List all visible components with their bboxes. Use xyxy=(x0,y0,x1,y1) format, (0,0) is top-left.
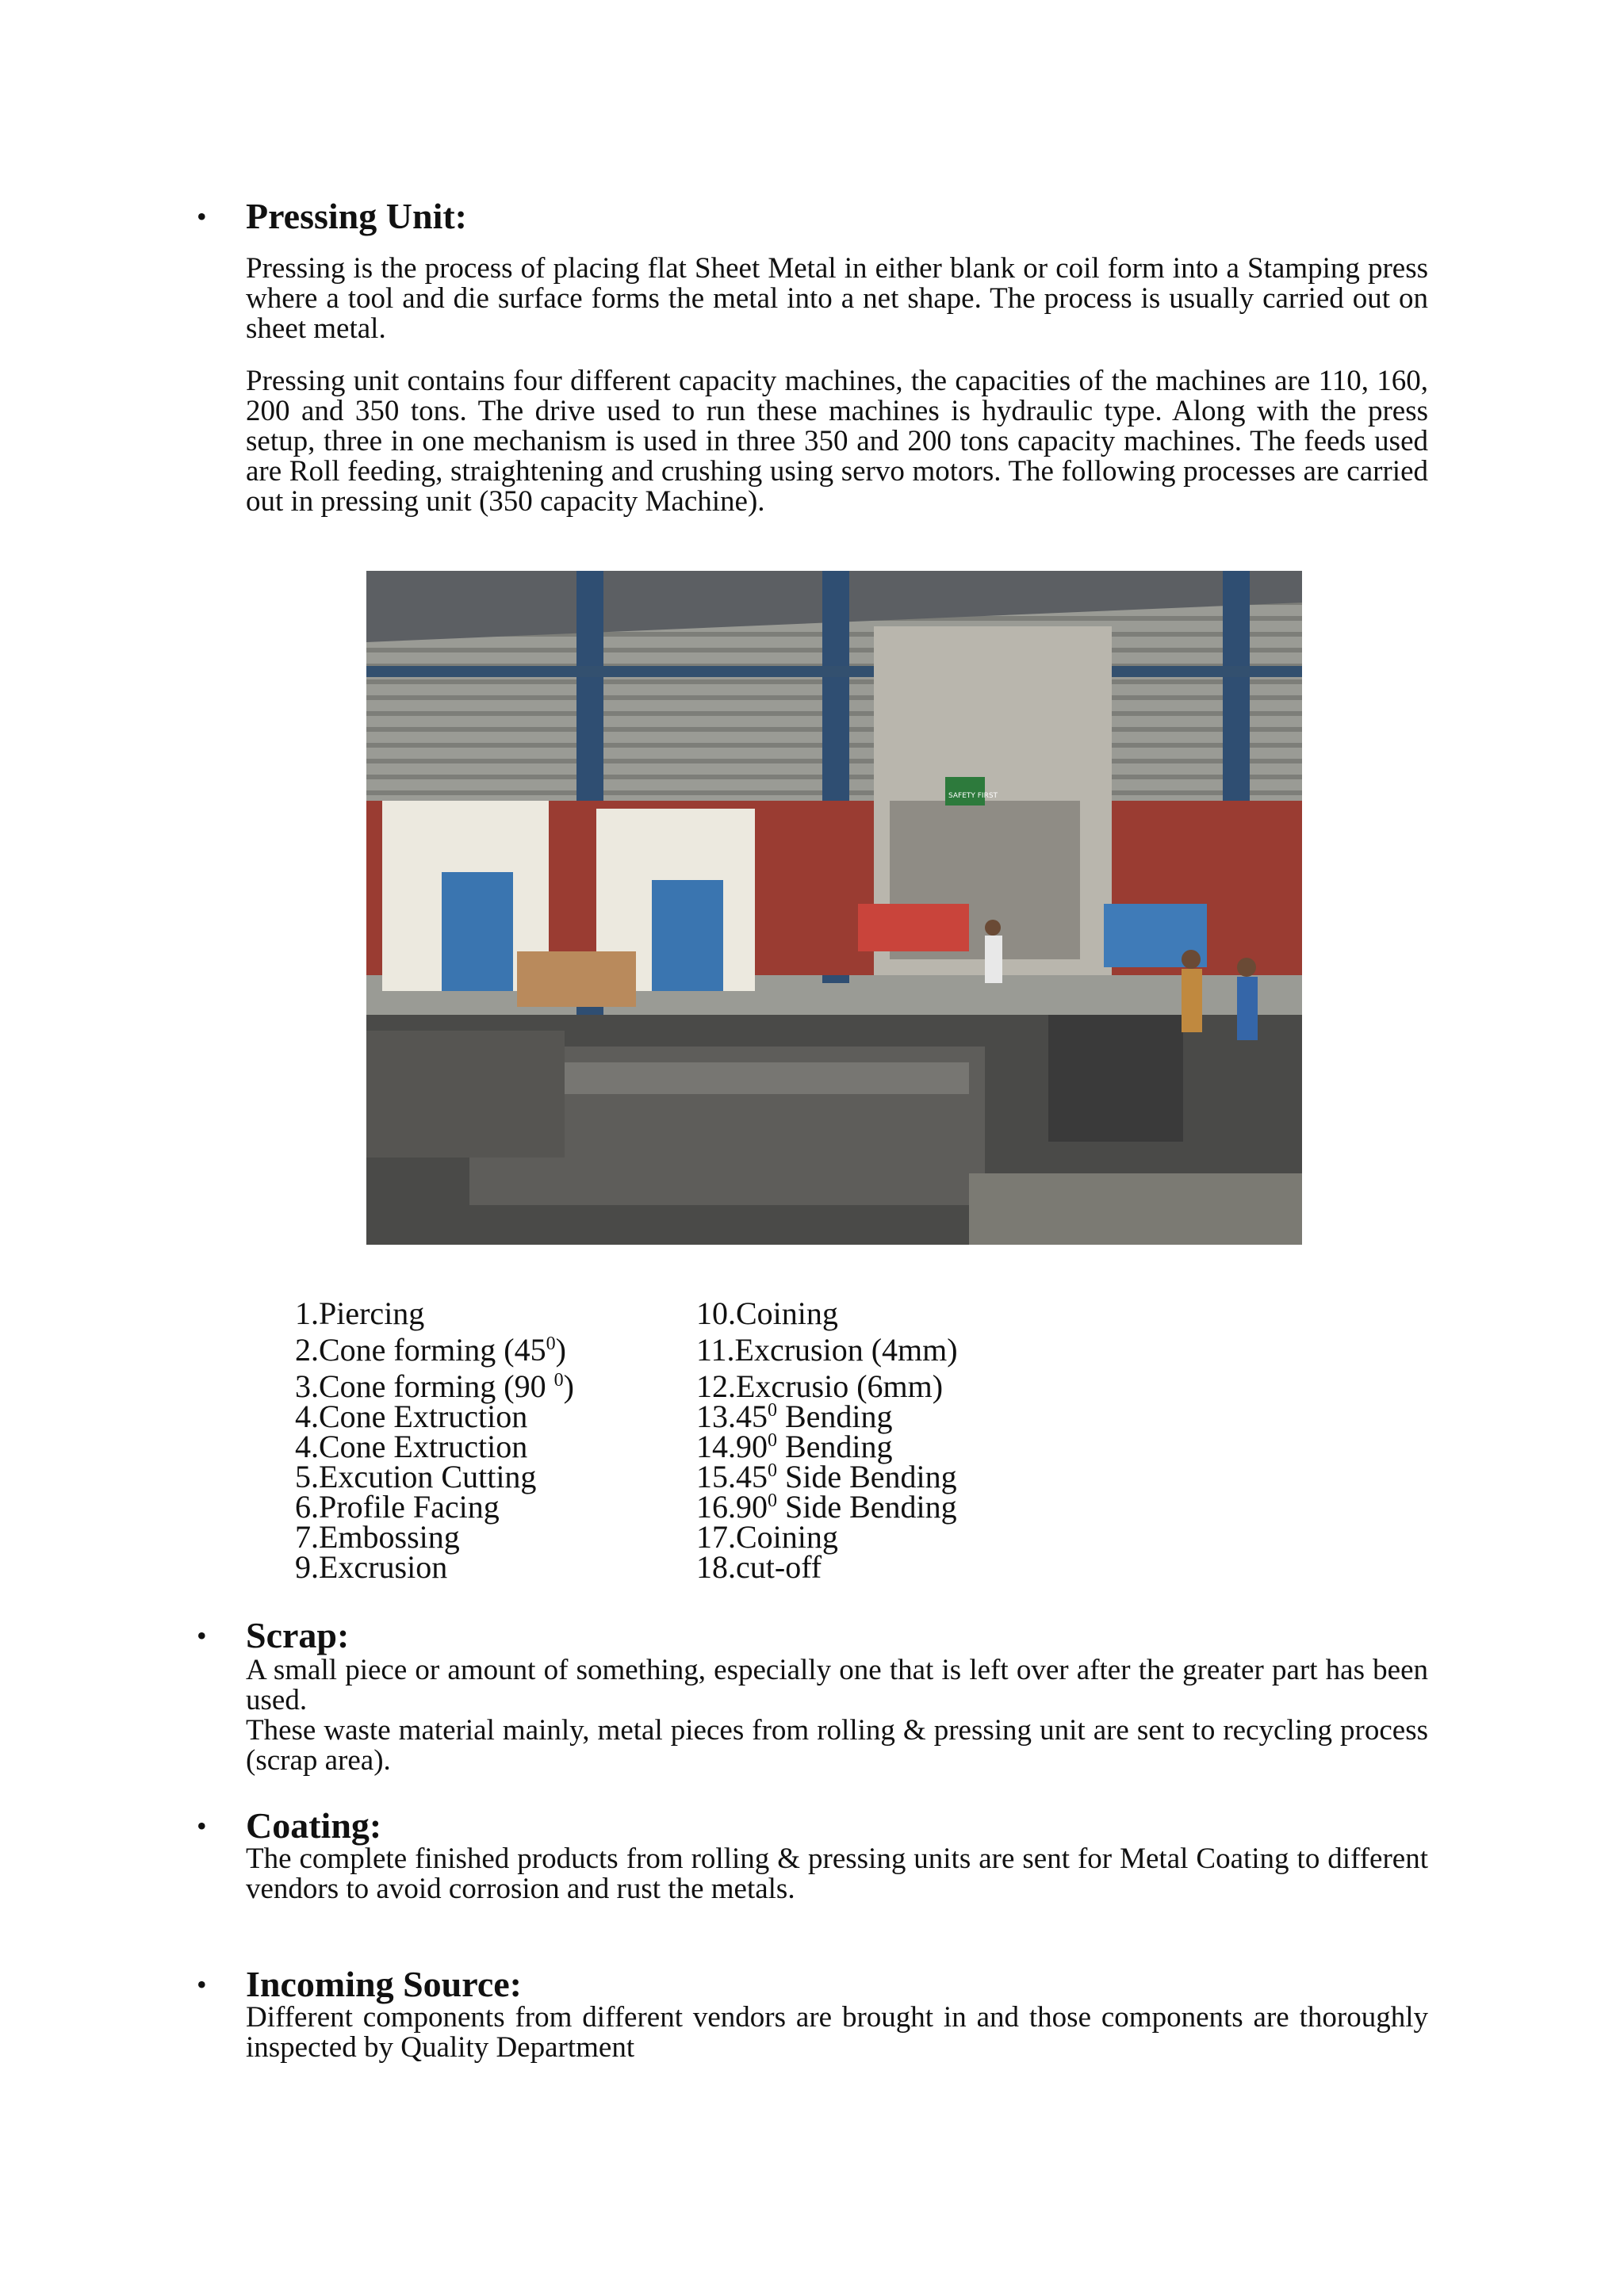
process-item: 12.Excrusio (6mm) xyxy=(696,1368,944,1404)
process-list-left xyxy=(295,1295,574,1585)
process-item: 9.Excrusion xyxy=(295,1549,448,1585)
pressing-machines-photo xyxy=(366,571,1302,1245)
scrap-paragraph-1: A small piece or amount of something, especially one that is left over after the greater part has been used. xyxy=(246,1654,1428,1716)
process-item: 1.Piercing xyxy=(295,1295,425,1331)
process-item: 2.Cone forming $(45^0)$ xyxy=(295,1332,566,1368)
process-item: 17.Coining xyxy=(696,1519,838,1555)
safety-first-sign: SAFETY FIRST xyxy=(948,792,998,800)
process-item: 10.Coining xyxy=(696,1295,838,1331)
process-item: 4.Cone Extruction xyxy=(295,1429,528,1464)
bullet-pressing: • xyxy=(197,201,207,232)
process-item: 11.Excrusion (4mm) xyxy=(696,1332,958,1368)
bullet-scrap: • xyxy=(197,1620,207,1651)
coating-paragraph: The complete finished products from rolling & pressing units are sent for Metal Coating to different vendors to avoid corrosion and rust the metals. xyxy=(246,1843,1428,1905)
process-item: 15.45$^0$ Side Bending xyxy=(696,1459,957,1494)
process-item: 18.cut-off xyxy=(696,1549,822,1585)
process-item: 13.45$^0$ Bending xyxy=(696,1399,893,1434)
heading-pressing-unit: Pressing Unit: xyxy=(246,196,467,236)
scrap-paragraph-2: These waste material mainly, metal pieces from rolling & pressing unit are sent to recycling process (scrap area). xyxy=(246,1714,1428,1777)
heading-scrap: Scrap: xyxy=(246,1615,350,1655)
heading-incoming-source: Incoming Source: xyxy=(246,1964,522,2004)
process-item: 4.Cone Extruction xyxy=(295,1399,528,1434)
process-item: 14.90$^0$ Bending xyxy=(696,1429,893,1464)
process-item: 3.Cone forming (90 $^0$) xyxy=(295,1368,574,1404)
bullet-coating: • xyxy=(197,1810,207,1842)
process-item: 6.Profile Facing xyxy=(295,1489,500,1525)
process-item: 5.Excution Cutting xyxy=(295,1459,537,1494)
heading-coating: Coating: xyxy=(246,1805,382,1846)
incoming-paragraph: Different components from different vendors are brought in and those components are thoroughly inspected by Quality Department xyxy=(246,2001,1428,2064)
process-item: 16.90$^0$ Side Bending xyxy=(696,1489,957,1525)
pressing-paragraph-1: Pressing is the process of placing flat Sheet Metal in either blank or coil form into a Stamping press where a tool and die surface forms the metal into a net shape. The process is usually carried out on sheet metal. xyxy=(246,252,1428,345)
pressing-paragraph-2: Pressing unit contains four different capacity machines, the capacities of the machines are 110, 160, 200 and 350 tons. The drive used to run these machines is hydraulic type. Along with the press setup, three in one mechanism is used in three 350 and 200 tons capacity machines. The feeds used are Roll feeding, straightening and crushing using servo motors. The following processes are carried out in pressing unit (350 capacity Machine). xyxy=(246,365,1428,518)
process-list-right xyxy=(696,1295,958,1585)
process-item: 7.Embossing xyxy=(295,1519,460,1555)
bullet-incoming-source: • xyxy=(197,1969,207,2000)
